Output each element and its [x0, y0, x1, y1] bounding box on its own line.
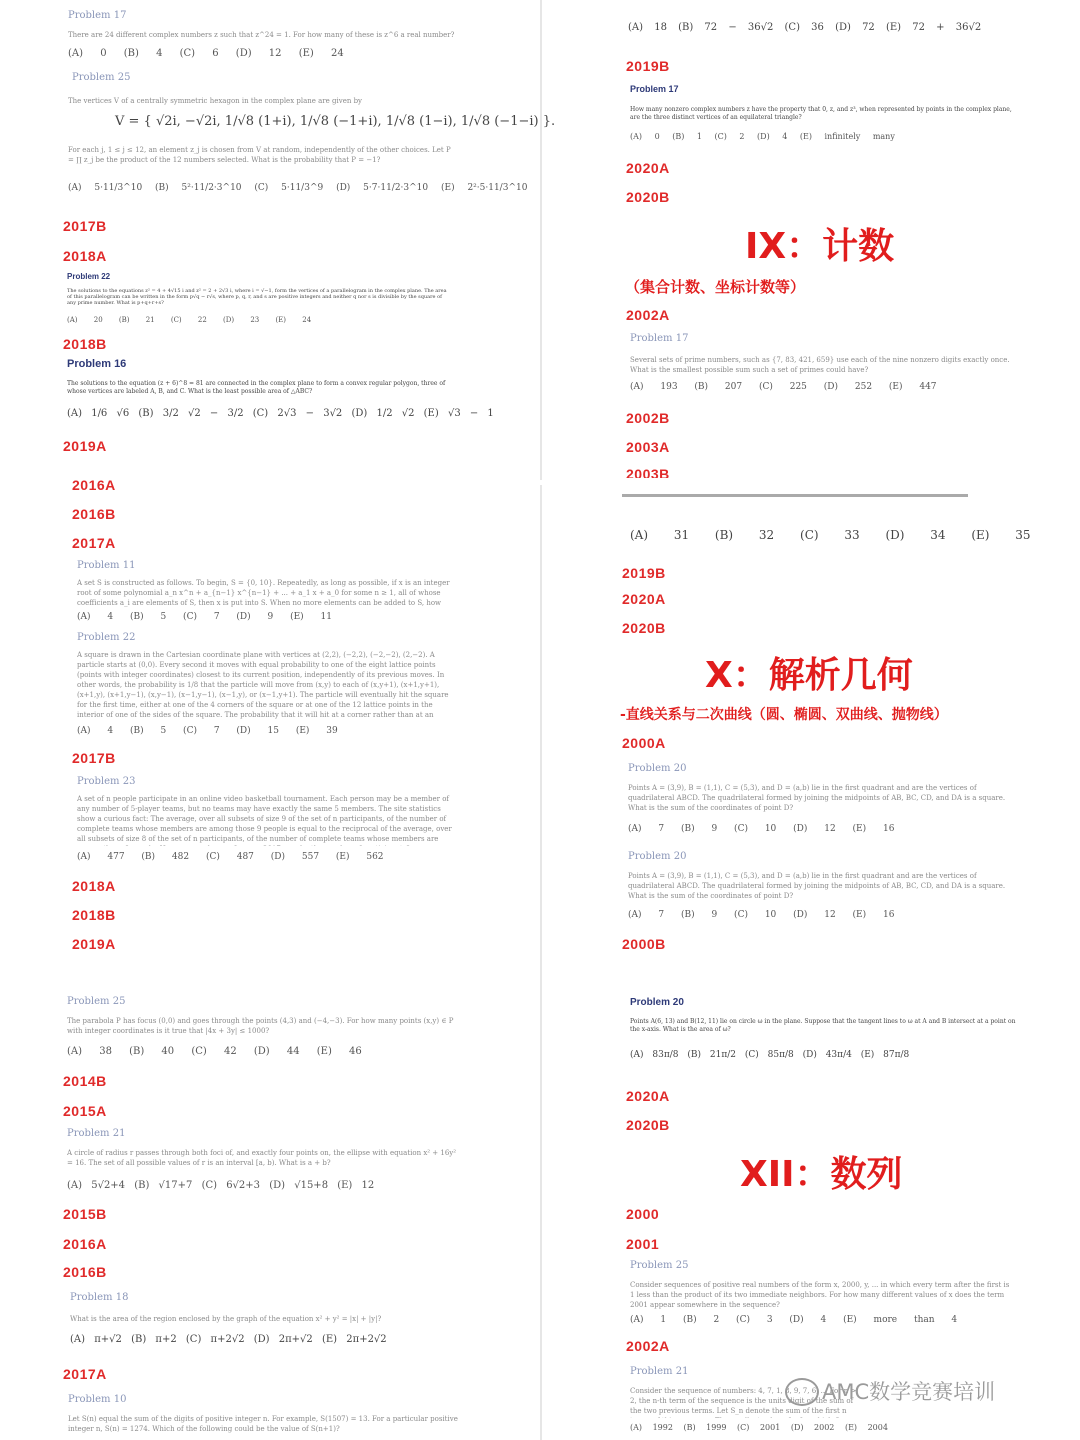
problem-title: Problem 20	[628, 851, 687, 862]
year-label: 2017A	[72, 535, 116, 551]
section-title: XII：数列	[740, 1154, 903, 1195]
answer-choices: (A) π+√2 (B) π+2 (C) π+2√2 (D) 2π+√2 (E) 2π+2√2	[70, 1334, 387, 1345]
answer-choices: (A) 477 (B) 482 (C) 487 (D) 557 (E) 562	[77, 852, 384, 862]
problem-text: There are 24 different complex numbers z such that z^24 = 1. For how many of these is z^6 a real number?	[68, 31, 455, 39]
year-label: 2002A	[626, 307, 670, 323]
problem-title: Problem 22	[67, 272, 111, 281]
column-divider-mid	[540, 485, 542, 965]
section-subtitle: （集合计数、坐标计数等）	[625, 278, 806, 296]
problem-text: Points A(6, 13) and B(12, 11) lie on circle ω in the plane. Suppose that the tangent lines to ω at A and B intersect at a point on the x-axis. What is the area of ω?	[630, 1018, 1016, 1033]
year-label: 2014B	[63, 1073, 107, 1089]
separator-bar	[622, 494, 968, 497]
year-label: 2019B	[626, 58, 670, 74]
problem-title: Problem 18	[70, 1292, 129, 1303]
answer-choices: (A) 7 (B) 9 (C) 10 (D) 12 (E) 16	[628, 910, 895, 920]
year-label: 2001	[626, 1236, 660, 1252]
problem-text: A set S is constructed as follows. To begin, S = {0, 10}. Repeatedly, as long as possible, if x is an integer root of some polynomial a_n x^n + a_{n−1} x^{n−1} + ... + a_1 x + a_0 for some n ≥ 1, all of whose coefficients a_i are elements of S, then x is put into S. When no more elements can be added to S, how	[77, 579, 450, 607]
section-title: IX：计数	[745, 226, 895, 267]
year-label: 2015B	[63, 1206, 107, 1222]
answer-choices: (A) 193 (B) 207 (C) 225 (D) 252 (E) 447	[630, 382, 937, 392]
answer-choices: (A) 20 (B) 21 (C) 22 (D) 23 (E) 24	[67, 316, 312, 324]
year-label: 2016B	[72, 506, 116, 522]
answer-choices: (A) 83π/8 (B) 21π/2 (C) 85π/8 (D) 43π/4 (E) 87π/8	[630, 1050, 910, 1060]
problem-title: Problem 16	[67, 358, 127, 370]
problem-text: How many nonzero complex numbers z have the property that 0, z, and z³, when represented by points in the complex plane, are the three distinct vertices of an equilateral triangle?	[630, 106, 1012, 121]
answer-choices: (A) 0 (B) 1 (C) 2 (D) 4 (E) infinitely many	[630, 132, 895, 141]
year-label: 2017A	[63, 1366, 107, 1382]
year-label: 2019A	[63, 438, 107, 454]
column-divider-bottom	[540, 965, 542, 1440]
answer-choices: (A) 5√2+4 (B) √17+7 (C) 6√2+3 (D) √15+8 (E) 12	[67, 1180, 375, 1191]
problem-title: Problem 21	[630, 1366, 689, 1377]
wechat-icon	[785, 1378, 819, 1406]
problem-title: Problem 25	[630, 1260, 689, 1271]
answer-choices: (A) 18 (B) 72 − 36√2 (C) 36 (D) 72 (E) 72 + 36√2	[628, 22, 982, 33]
year-label: 2020A	[626, 1088, 670, 1104]
year-label: 2020A	[626, 160, 670, 176]
section-title: X：解析几何	[705, 655, 913, 696]
year-label: 2020A	[622, 591, 666, 607]
problem-text: Consider the sequence of numbers: 4, 7, 1, 8, 9, 7, 6, ... For n > 2, the n-th term of the sequence is the units digit of the sum of the two previous terms. Let S_n denote the sum of the first n	[630, 1387, 857, 1415]
problem-text: What is the area of the region enclosed by the graph of the equation x² + y² = |x| + |y|?	[70, 1315, 382, 1323]
problem-text: Let S(n) equal the sum of the digits of positive integer n. For example, S(1507) = 13. For a particular positive integer n, S(n) = 1274. Which of the following could be the value of S(n+1)?	[68, 1415, 458, 1433]
problem-title: Problem 17	[630, 84, 679, 94]
answer-choices: (A) 5·11/3^10 (B) 5²·11/2·3^10 (C) 5·11/3^9 (D) 5·7·11/2·3^10 (E) 2²·5·11/3^10	[68, 183, 528, 193]
year-label: 2020B	[626, 189, 670, 205]
year-label: 2020B	[626, 1117, 670, 1133]
answer-choices: (A) 1/6 √6 (B) 3/2 √2 − 3/2 (C) 2√3 − 3√2 (D) 1/2 √2 (E) √3 − 1	[67, 408, 494, 419]
year-label: 2000A	[622, 735, 666, 751]
problem-title: Problem 17	[68, 10, 127, 21]
answer-choices: (A) 7 (B) 9 (C) 10 (D) 12 (E) 16	[628, 824, 895, 834]
problem-text: The solutions to the equation (z + 6)^8 = 81 are connected in the complex plane to form a convex regular polygon, three of whose vertices are labeled A, B, and C. What is the least possible area of △ABC?	[67, 380, 446, 395]
problem-text: Several sets of prime numbers, such as {7, 83, 421, 659} use each of the nine nonzero digits exactly once. What is the smallest possible sum such a set of primes could have?	[630, 356, 1010, 374]
column-divider-top	[540, 0, 542, 480]
year-label: 2016A	[63, 1236, 107, 1252]
problem-title: Problem 11	[77, 560, 136, 571]
problem-title: Problem 25	[67, 996, 126, 1007]
problem-text: The parabola P has focus (0,0) and goes through the points (4,3) and (−4,−3). For how many points (x,y) ∈ P with integer coordinates is it true that |4x + 3y| ≤ 1000?	[67, 1017, 454, 1035]
problem-text: The vertices V of a centrally symmetric hexagon in the complex plane are given by	[68, 97, 363, 105]
problem-title: Problem 10	[68, 1394, 127, 1405]
problem-title: Problem 25	[72, 72, 131, 83]
problem-title: Problem 23	[77, 776, 136, 787]
problem-title: Problem 20	[628, 763, 687, 774]
problem-text: Points A = (3,9), B = (1,1), C = (5,3), and D = (a,b) lie in the first quadrant and are the vertices of quadrilateral ABCD. The quadrilateral formed by joining the midpoints of AB, BC, CD, and DA is a square. What is the sum of the coordinates of point D?	[628, 784, 1006, 812]
answer-choices: (A) 1992 (B) 1999 (C) 2001 (D) 2002 (E) 2004	[630, 1423, 888, 1432]
problem-title: Problem 17	[630, 333, 689, 344]
answer-choices: (A) 38 (B) 40 (C) 42 (D) 44 (E) 46	[67, 1046, 362, 1057]
answer-choices: (A) 31 (B) 32 (C) 33 (D) 34 (E) 35	[630, 528, 1031, 542]
year-label: 2017B	[72, 750, 116, 766]
watermark-text: AMC数学竞赛培训	[822, 1380, 996, 1404]
section-subtitle: -直线关系与二次曲线（圆、椭圆、双曲线、抛物线）	[620, 707, 948, 723]
year-label: 2020B	[622, 620, 666, 636]
year-label: 2000	[626, 1206, 660, 1222]
problem-text: A circle of radius r passes through both foci of, and exactly four points on, the ellipse with equation x² + 16y² = 16. The set of all possible values of r is an interval [a, b). What is a + b?	[67, 1149, 457, 1167]
problem-title: Problem 22	[77, 632, 136, 643]
answer-choices: (A) 1 (B) 2 (C) 3 (D) 4 (E) more than 4	[630, 1315, 958, 1325]
year-label: 2002B	[626, 410, 670, 426]
answer-choices: (A) 4 (B) 5 (C) 7 (D) 9 (E) 11	[77, 612, 333, 622]
problem-text: A set of n people participate in an online video basketball tournament. Each person may be a member of any number of 5-player teams, but no teams may have exactly the same 5 members. The site statistics show a curious fact: The average, over all subsets of size 9 of the set of n participants, of the number of complete teams whose members are among those 9 people is equal to the reciprocal of the average, over all subsets of size 8 of the set of n participants, of the number of complete teams whose members are	[77, 795, 452, 843]
year-label: 2016B	[63, 1264, 107, 1280]
year-label: 2017B	[63, 218, 107, 234]
year-label: 2003B	[626, 466, 670, 478]
year-label: 2019B	[622, 565, 666, 581]
answer-choices: (A) 4 (B) 5 (C) 7 (D) 15 (E) 39	[77, 726, 338, 736]
year-label: 2003A	[626, 439, 670, 455]
answer-choices: (A) 0 (B) 4 (C) 6 (D) 12 (E) 24	[68, 48, 344, 59]
year-label: 2002A	[626, 1338, 670, 1354]
year-label: 2018B	[72, 907, 116, 923]
year-label: 2018A	[63, 248, 107, 264]
year-label: 2015A	[63, 1103, 107, 1119]
year-label: 2000B	[622, 936, 666, 952]
year-label: 2019A	[72, 936, 116, 952]
problem-text: Consider sequences of positive real numbers of the form x, 2000, y, ... in which every term after the first is 1 less than the product of its two immediate neighbors. For how many different values of x does the term 2001 appear somewhere in the sequence?	[630, 1281, 1010, 1309]
formula: V = { √2i, −√2i, 1/√8 (1+i), 1/√8 (−1+i), 1/√8 (1−i), 1/√8 (−1−i) }.	[115, 114, 556, 129]
year-label: 2016A	[72, 477, 116, 493]
problem-title: Problem 21	[67, 1128, 126, 1139]
problem-text: The solutions to the equations z² = 4 + 4√15 i and z² = 2 + 2√3 i, where i = √−1, form the vertices of a parallelogram in the complex plane. The area of this parallelogram can be written in the form p√q − r√s, where p, q, r, and s are positive integers and neither q nor s is divisible by the square of any prime number. What is p+q+r+s?	[67, 288, 447, 306]
problem-title: Problem 20	[630, 997, 684, 1008]
year-label: 2018B	[63, 336, 107, 352]
problem-text: For each j, 1 ≤ j ≤ 12, an element z_j is chosen from V at random, independently of the other choices. Let P = ∏ z_j be the product of the 12 numbers selected. What is the probability that P = −1?	[68, 146, 451, 164]
year-label: 2018A	[72, 878, 116, 894]
problem-text: A square is drawn in the Cartesian coordinate plane with vertices at (2,2), (−2,2), (−2,−2), (2,−2). A particle starts at (0,0). Every second it moves with equal probability to one of the eight lattice points (points with integer coordinates) closest to its current position, independently of its previous moves. In other words, the probability is 1/8 that the particle will move from (x,y) to each of (x,y+1), (x+1,y+1), (x+1,y), (x+1,y−1), (x,y−1), (x−1,y−1), (x−1,y), or (x−1,y+1). The particle will eventually hit the square for the first time, either at one of the 4 corners of the square or at one of the 12 lattice points in the interior of one of the sides of the square. The probability that it will hit at a corner rather than at an	[77, 651, 449, 719]
problem-text: Points A = (3,9), B = (1,1), C = (5,3), and D = (a,b) lie in the first quadrant and are the vertices of quadrilateral ABCD. The quadrilateral formed by joining the midpoints of AB, BC, CD, and DA is a square. What is the sum of the coordinates of point D?	[628, 872, 1006, 900]
